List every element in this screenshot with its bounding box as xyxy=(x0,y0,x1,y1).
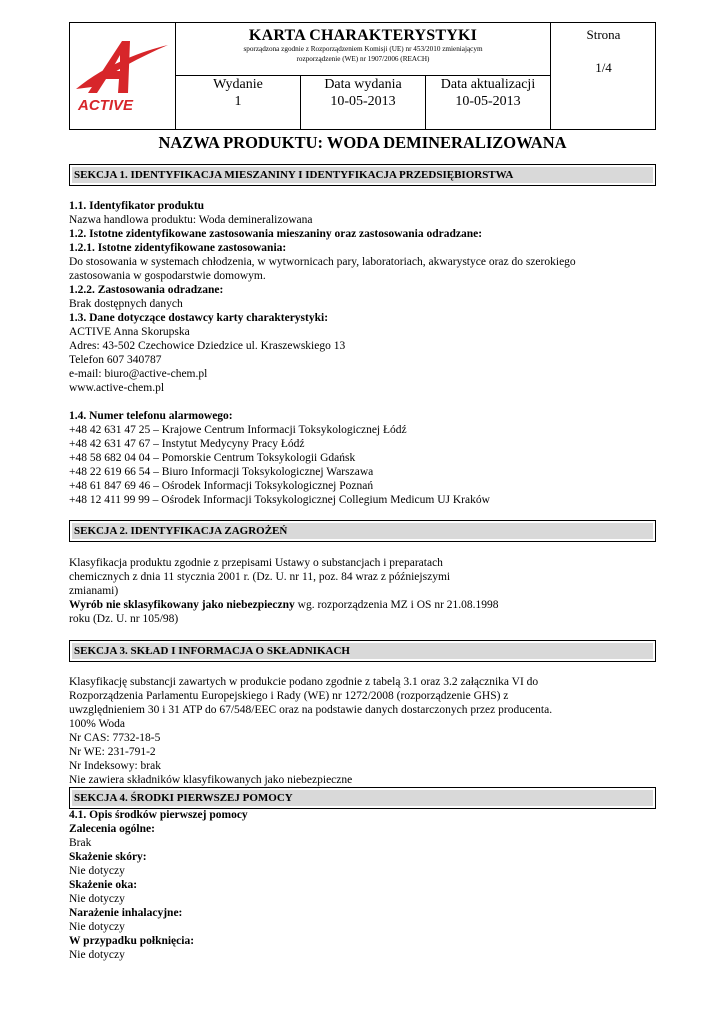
page-label: Strona xyxy=(586,27,621,42)
active-logo xyxy=(70,23,175,129)
header-table xyxy=(69,22,656,130)
page-number: 1/4 xyxy=(595,60,612,75)
phone-line: +48 12 411 99 99 – Ośrodek Informacji Toksykologicznej Collegium Medicum UJ Kraków xyxy=(69,494,490,506)
update-date-cell: Data aktualizacji 10-05-2013 xyxy=(440,77,536,109)
logo-text: ACTIVE xyxy=(78,97,134,114)
product-title: NAZWA PRODUKTU: WODA DEMINERALIZOWANA xyxy=(158,133,567,152)
section-4-body: 4.1. Opis środków pierwszej pomocy Zalecenia ogólne: Brak Skażenie skóry: Nie dotyczy Skażenie oka: Nie dotyczy Narażenie inhalacyjne: Nie dotyczy W przypadku połknięcia: Nie dotyczy xyxy=(69,809,248,961)
section-2-body: Klasyfikacja produktu zgodnie z przepisami Ustawy o substancjach i preparatach chemicznych z dnia 11 stycznia 2001 r. (Dz. U. nr 11, poz. 84 wraz z późniejszymi zmianami) Wyrób nie sklasyfikowany jako niebezpieczny wg. rozporządzenia MZ i OS nr 21.08.1998 roku (Dz. U. nr 105/98) xyxy=(69,557,499,625)
phone-line: +48 58 682 04 04 – Pomorskie Centrum Toksykologii Gdańsk xyxy=(69,452,356,464)
document-subtitle: sporządzona zgodnie z Rozporządzeniem Komisji (UE) nr 453/2010 zmieniającym rozporządzenie (WE) nr 1907/2006 (REACH) xyxy=(243,45,483,63)
document-title: KARTA CHARAKTERYSTYKI xyxy=(248,27,478,44)
section-4-heading: SEKCJA 4. ŚRODKI PIERWSZEJ POMOCY xyxy=(69,787,656,809)
section-3-body: Klasyfikację substancji zawartych w produkcie podano zgodnie z tabelą 3.1 oraz 3.2 załącznika VI do Rozporządzenia Parlamentu Europejskiego i Rady (WE) nr 1272/2008 (rozporządzenie GHS) z uwzględnieniem 30 i 31 ATP do 67/548/EEC oraz na podstawie danych dostarczonych przez producenta. 100% Woda Nr CAS: 7732-18-5 Nr WE: 231-791-2 Nr Indeksowy: brak Nie zawiera składników klasyfikowanych jako niebezpieczne xyxy=(69,676,553,786)
issue-date-cell: Data wydania 10-05-2013 xyxy=(324,77,402,109)
section-2-heading: SEKCJA 2. IDENTYFIKACJA ZAGROŻEŃ xyxy=(69,520,656,542)
phone-line: +48 61 847 69 46 – Ośrodek Informacji Toksykologicznej Poznań xyxy=(69,480,374,492)
edition-cell: Wydanie 1 xyxy=(213,77,263,109)
section-3-heading: SEKCJA 3. SKŁAD I INFORMACJA O SKŁADNIKACH xyxy=(69,640,656,662)
section-1-body: 1.1. Identyfikator produktu Nazwa handlowa produktu: Woda demineralizowana 1.2. Istotne zidentyfikowane zastosowania mieszaniny oraz zastosowania odradzane: 1.2.1. Istotne zidentyfikowane zastosowania: Do stosowania w systemach chłodzenia, w wytwornicach pary, laboratoriach, akwarystyce oraz do szerokiego zastosowania w gospodarstwie domowym. 1.2.2. Zastosowania odradzane: Brak dostępnych danych 1.3. Dane dotyczące dostawcy karty charakterystyki: ACTIVE Anna Skorupska Adres: 43-502 Czechowice Dziedzice ul. Kraszewskiego 13 Telefon 607 340787 e-mail: biuro@active-chem.pl www.active-chem.pl 1.4. Numer telefonu alarmowego: +48 42 631 47 25 – Krajowe Centrum Informacji Toksykologicznej Łódź +48 42 631 47 67 – Instytut Medycyny Pracy Łódź +48 58 682 04 04 – Pomorskie Centrum Toksykologii Gdańsk +48 22 619 66 54 – Biuro Informacji Toksykologicznej Warszawa +48 61 847 69 46 – Ośrodek Informacji Toksykologicznej Poznań +48 12 411 99 99 – Ośrodek Informacji Toksykologicznej Collegium Medicum UJ Kraków xyxy=(69,200,576,506)
phone-line: +48 42 631 47 67 – Instytut Medycyny Pracy Łódź xyxy=(69,438,305,450)
phone-line: +48 42 631 47 25 – Krajowe Centrum Informacji Toksykologicznej Łódź xyxy=(69,424,407,436)
section-1-heading: SEKCJA 1. IDENTYFIKACJA MIESZANINY I IDENTYFIKACJA PRZEDSIĘBIORSTWA xyxy=(69,164,656,186)
phone-line: +48 22 619 66 54 – Biuro Informacji Toksykologicznej Warszawa xyxy=(69,466,374,478)
